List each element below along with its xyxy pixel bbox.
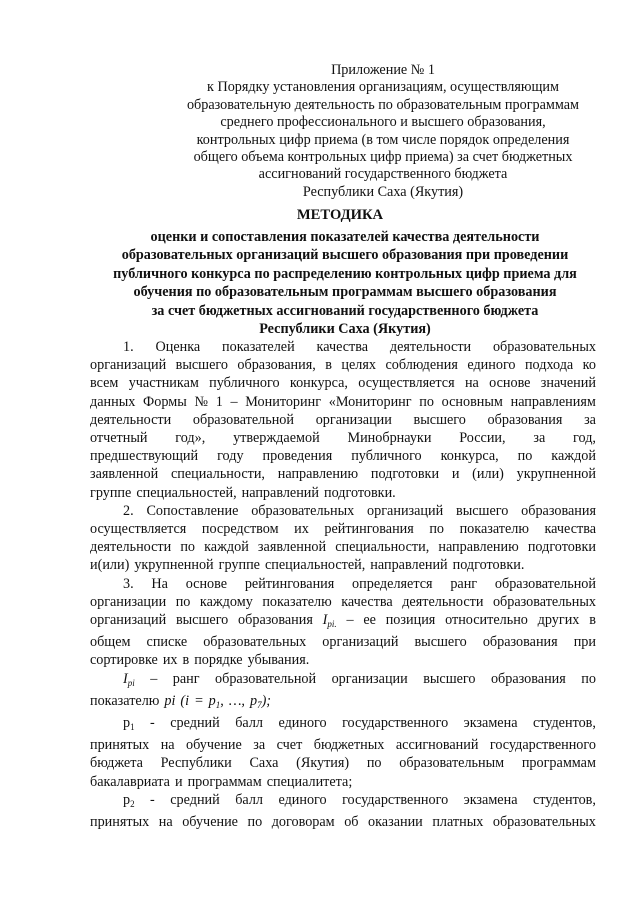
word: организаций [322, 634, 399, 651]
appendix-line: Республики Саха (Якутия) [302, 183, 464, 200]
word: высшего [456, 502, 509, 519]
text-line [90, 447, 596, 465]
word: образовательных [203, 634, 307, 651]
text-line [90, 791, 596, 813]
text-line [90, 356, 596, 374]
text-line [90, 593, 596, 611]
word: общем [90, 634, 131, 651]
word: публичного [351, 448, 422, 465]
word: организации [315, 411, 392, 428]
text-line [90, 465, 596, 483]
appendix-line: общего объема контрольных цифр приема) за счет бюджетных [193, 149, 573, 166]
word: порядке [194, 652, 243, 669]
word: году [217, 448, 244, 465]
word: образовательной [192, 411, 294, 428]
word: и(или) [90, 557, 130, 574]
word: 1 [215, 393, 223, 410]
word: - [150, 791, 155, 808]
subtitle-line: Республики Саха (Якутия) [259, 321, 431, 338]
word: подготовки. [452, 557, 525, 574]
document-subtitle [70, 228, 620, 338]
word: специальностей, [264, 557, 366, 574]
word: организации [90, 593, 167, 610]
word: организаций [367, 502, 444, 519]
appendix-header [168, 62, 598, 201]
word: направлений [241, 484, 319, 501]
word: направлений [370, 557, 448, 574]
word: 1. [123, 339, 134, 355]
text-line [90, 556, 596, 574]
word: 3. [123, 575, 134, 592]
word: На [151, 575, 168, 592]
word: рейтингования [324, 521, 414, 538]
word: Республики [160, 755, 232, 772]
word: позиция [385, 612, 436, 629]
word: $I_{pi.}$ [322, 612, 337, 630]
word: на [464, 375, 479, 392]
word: бюджета [90, 755, 143, 772]
word: экзамена [463, 715, 518, 732]
word: показателю [90, 692, 160, 709]
text-line [90, 611, 596, 633]
word: специальности, [170, 466, 265, 483]
word: балл [235, 791, 263, 808]
subtitle-line: публичного конкурса по распределению контрольных цифр приема для [113, 265, 577, 282]
word: принятых [90, 737, 150, 754]
word: данных [90, 393, 136, 410]
text-line [90, 538, 596, 556]
word: высшего [175, 612, 229, 629]
word: показателю [262, 593, 332, 610]
appendix-line: ассигнований государственного бюджета [258, 166, 508, 183]
word: соблюдения [385, 357, 458, 374]
word: специалитета; [266, 773, 353, 790]
word: конкурса, [440, 448, 499, 465]
text-line [90, 520, 596, 538]
word: показателю [459, 521, 529, 538]
word: предшествующий [90, 448, 199, 465]
word: Оценка [155, 339, 201, 355]
word: = [194, 692, 204, 709]
word: проведения [262, 448, 333, 465]
word: на [160, 737, 175, 754]
subtitle-line: оценки и сопоставления показателей качества деятельности [150, 229, 540, 245]
word: укрупненной [516, 466, 596, 483]
text-line [90, 692, 596, 714]
word: - [150, 715, 155, 732]
word: убывания. [247, 652, 310, 669]
word: основным [441, 393, 503, 410]
word: бакалавриата [90, 773, 170, 790]
word: единого [467, 357, 516, 374]
text-line [90, 633, 596, 651]
word: государственного [489, 737, 596, 754]
word: всем [90, 375, 119, 392]
word: по [581, 670, 596, 687]
word: качества [544, 521, 596, 538]
appendix-line: среднего профессионального и высшего образования, [220, 114, 546, 131]
word: по [180, 539, 196, 556]
word: $p_1$ [123, 715, 135, 733]
word: № [194, 393, 208, 410]
word: балл [235, 715, 263, 732]
word: программам [521, 755, 596, 772]
word: …, [228, 692, 245, 709]
word: осуществляется [90, 521, 187, 538]
word: за [533, 430, 546, 447]
subtitle-line: образовательных организаций высшего образования при проведении [121, 247, 569, 264]
word: на [158, 814, 173, 831]
word: – [346, 612, 354, 629]
word: счет [276, 737, 303, 754]
word: – [150, 670, 158, 687]
text-line [90, 374, 596, 392]
word: за [584, 411, 596, 428]
word: ко [582, 357, 596, 374]
word: обучение [182, 814, 238, 831]
subtitle-line: обучения по образовательным программам высшего образования [133, 284, 557, 301]
word: Сопоставление [146, 502, 239, 519]
word: сортировке [90, 652, 158, 669]
word: заявленной [90, 466, 159, 483]
word: образования [238, 612, 313, 629]
word: об [344, 814, 359, 831]
word: посредством [201, 521, 279, 538]
word: по [419, 393, 434, 410]
appendix-line: Приложение № 1 [331, 62, 435, 78]
word: специальности, [335, 539, 430, 556]
word: по [247, 814, 263, 831]
text-line [90, 502, 596, 520]
text-line [90, 338, 596, 356]
word: платных [432, 814, 484, 831]
word: организаций [90, 357, 167, 374]
word: средний [170, 715, 220, 732]
word: деятельности [389, 339, 472, 355]
word: подготовки [527, 539, 596, 556]
word: их [162, 652, 178, 669]
word: относительно [445, 612, 528, 629]
word: год», [175, 430, 206, 447]
word: принятых [90, 814, 150, 831]
word: (или) [472, 466, 504, 483]
word: pi [164, 692, 176, 709]
word: рейтингования [244, 575, 335, 592]
word: высшего [414, 634, 467, 651]
text-line [90, 393, 596, 411]
word: по [366, 755, 382, 772]
word: значений [540, 375, 596, 392]
word: деятельности [90, 411, 172, 428]
word: единого [278, 715, 327, 732]
word: организаций [90, 612, 167, 629]
word: основе [185, 575, 228, 592]
word: в [589, 612, 596, 629]
word: образования [482, 634, 558, 651]
word: ранг [450, 575, 478, 592]
word: Формы [143, 393, 187, 410]
text-line [90, 670, 596, 692]
text-line [90, 575, 596, 593]
word: других [537, 612, 580, 629]
word: 2. [123, 502, 134, 519]
word: в [182, 652, 190, 669]
text-line [90, 754, 596, 772]
text-line [90, 484, 596, 502]
word: деятельности [402, 593, 484, 610]
document-title: МЕТОДИКА [296, 207, 384, 223]
word: укрупненной [134, 557, 214, 574]
word: осуществляется [358, 375, 455, 392]
word: утверждаемой [233, 430, 320, 447]
word: направлениям [510, 393, 596, 410]
text-line [90, 773, 596, 791]
word: отчетный [90, 430, 148, 447]
word: $p_7$); [249, 692, 272, 710]
word: списке [146, 634, 188, 651]
word: единого [278, 791, 327, 808]
word: (i [180, 692, 190, 709]
word: по [517, 448, 533, 465]
word: в [325, 357, 332, 374]
word: образовательной [494, 575, 596, 592]
word: – [230, 393, 238, 410]
word: образования [490, 670, 566, 687]
word: группе [90, 484, 132, 501]
word: по [175, 593, 191, 610]
word: $I_{pi}$ [123, 670, 135, 688]
word: ее [363, 612, 376, 629]
word: участникам [128, 375, 199, 392]
word: высшего [175, 357, 228, 374]
word: государственного [342, 791, 449, 808]
word: $p_2$ [123, 791, 135, 809]
word: показателей [222, 339, 295, 355]
text-line [90, 714, 596, 736]
word: образования [487, 411, 563, 428]
text-line [90, 429, 596, 447]
word: публичного [209, 375, 280, 392]
word: Минобрнауки [347, 430, 432, 447]
word: по [429, 521, 445, 538]
word: их [294, 521, 309, 538]
word: (Якутия) [296, 755, 350, 772]
word: за [253, 737, 266, 754]
document-body [90, 338, 596, 831]
word: и [174, 773, 183, 790]
word: «Мониторинг [328, 393, 412, 410]
appendix-line: контрольных цифр приема (в том числе порядок определения [196, 131, 570, 148]
word: при [573, 634, 596, 651]
word: подготовки. [324, 484, 396, 501]
word: каждой [551, 448, 596, 465]
word: образовательных [492, 339, 596, 355]
word: конкурса, [289, 375, 348, 392]
word: основе [489, 375, 531, 392]
appendix-line: к Порядку установления организациям, осуществляющим [207, 79, 559, 96]
word: высшего [413, 411, 466, 428]
word: оказании [368, 814, 423, 831]
word: образовательных [251, 502, 355, 519]
word: студентов, [532, 715, 596, 732]
appendix-line: образовательную деятельность по образовательным программам [186, 96, 580, 113]
word: образовательным [399, 755, 505, 772]
word: образовательной [215, 670, 317, 687]
word: образовательных [492, 814, 596, 831]
word: определяется [352, 575, 433, 592]
word: высшего [423, 670, 476, 687]
word: экзамена [463, 791, 518, 808]
word: России, [459, 430, 506, 447]
word: Мониторинг [245, 393, 322, 410]
word: государственного [342, 715, 449, 732]
word: целях [341, 357, 376, 374]
word: образования [521, 502, 596, 519]
word: каждому [199, 593, 253, 610]
subtitle-line: за счет бюджетных ассигнований государственного бюджета [151, 302, 539, 319]
word: направлению [438, 539, 519, 556]
word: ранг [172, 670, 200, 687]
word: программам [187, 773, 262, 790]
word: год, [573, 430, 596, 447]
word: группе [218, 557, 260, 574]
text-line [90, 736, 596, 754]
word: заявленной [257, 539, 327, 556]
word: и [451, 466, 460, 483]
word: Саха [249, 755, 279, 772]
text-line [90, 813, 596, 831]
word: $p_1$, [208, 692, 224, 710]
word: обучение [186, 737, 242, 754]
word: организации [331, 670, 408, 687]
word: подхода [524, 357, 574, 374]
text-line [90, 411, 596, 429]
word: качества [341, 593, 393, 610]
word: специальностей, [136, 484, 237, 501]
word: образования, [237, 357, 316, 374]
word: деятельности [90, 539, 172, 556]
word: каждой [204, 539, 249, 556]
word: средний [170, 791, 220, 808]
word: договорам [271, 814, 335, 831]
word: бюджетных [313, 737, 385, 754]
word: направлению [277, 466, 359, 483]
word: ассигнований [395, 737, 479, 754]
word: студентов, [532, 791, 596, 808]
text-line [90, 651, 596, 669]
word: качества [316, 339, 369, 355]
word: образовательных [492, 593, 596, 610]
word: подготовки [370, 466, 440, 483]
